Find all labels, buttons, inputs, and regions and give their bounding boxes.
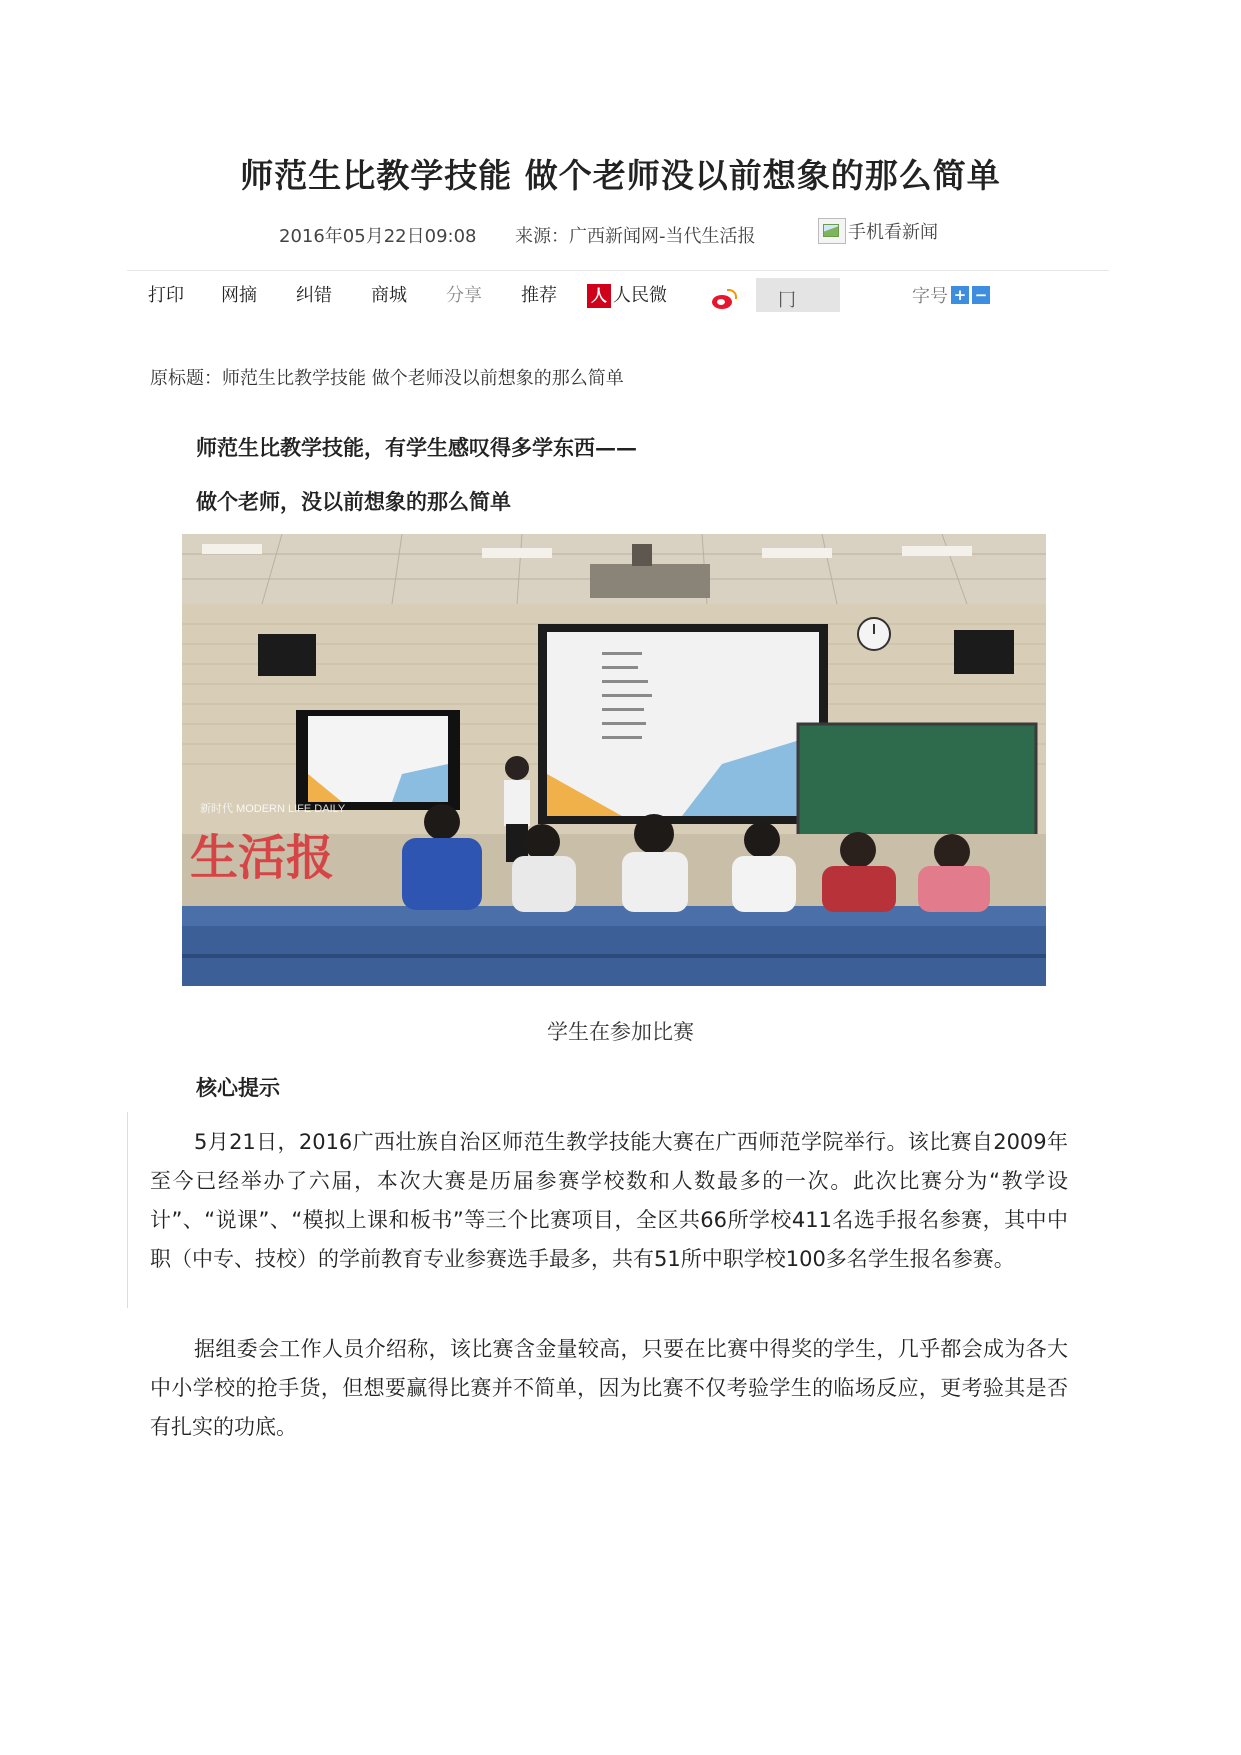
- article-source: 来源：广西新闻网-当代生活报: [515, 226, 756, 247]
- article-photo: [182, 534, 1046, 986]
- font-size-label: 字号: [912, 286, 948, 307]
- article-toolbar: [0, 282, 1241, 316]
- publish-date: 2016年05月22日09:08: [279, 226, 477, 247]
- share-label: 分享: [446, 285, 482, 306]
- paragraph-1: 5月21日，2016广西壮族自治区师范生教学技能大赛在广西师范学院举行。该比赛自2009年至今已经举办了六届，本次大赛是历届参赛学校数和人数最多的一次。此次比赛分为“教学设计”、“说课”、“模拟上课和板书”等三个比赛项目，全区共66所学校411名选手报名参赛，其中中职（中专、技校）的学前教育专业参赛选手最多，共有51所中职学校100多名学生报名参赛。: [150, 1130, 1068, 1271]
- weibo-share-button[interactable]: [710, 286, 736, 314]
- weibo-icon: [710, 289, 736, 311]
- core-heading: 核心提示: [196, 1075, 280, 1100]
- mobile-news-label: 手机看新闻: [848, 222, 938, 243]
- photo-caption: 学生在参加比赛: [547, 1020, 694, 1044]
- original-title: 原标题：师范生比教学技能 做个老师没以前想象的那么简单: [150, 368, 624, 389]
- classroom-photo: [182, 534, 1046, 986]
- photo-watermark-big: 生活报: [190, 830, 335, 886]
- header-divider: [127, 270, 1109, 271]
- paragraph-2: 据组委会工作人员介绍称，该比赛含金量较高，只要在比赛中得奖的学生，几乎都会成为各大中小学校的抢手货，但想要赢得比赛并不简单，因为比赛不仅考验学生的临场反应，更考验其是否有扎实的功底。: [150, 1337, 1068, 1439]
- font-decrease-button[interactable]: −: [972, 286, 990, 304]
- renminwei-share-button[interactable]: [587, 282, 667, 310]
- shangcheng-link[interactable]: 商城: [371, 285, 407, 306]
- subtitle-line-1: 师范生比教学技能，有学生感叹得多学东西——: [196, 435, 637, 460]
- article-title: 师范生比教学技能 做个老师没以前想象的那么简单: [240, 156, 1001, 195]
- wangzhai-link[interactable]: 网摘: [221, 285, 257, 306]
- share-more-button[interactable]: [756, 278, 840, 312]
- renminwei-label: 人民微: [613, 285, 667, 306]
- quote-bar: [127, 1112, 128, 1308]
- renmin-icon: 人: [587, 284, 611, 308]
- jiucuo-link[interactable]: 纠错: [296, 285, 332, 306]
- mobile-news-link[interactable]: [818, 218, 938, 244]
- broken-image-icon: [818, 218, 846, 244]
- print-link[interactable]: 打印: [148, 285, 184, 306]
- photo-watermark-small: 新时代 MODERN LIFE DAILY: [200, 803, 346, 815]
- font-size-control: [912, 282, 990, 308]
- recommend-link[interactable]: 推荐: [521, 285, 557, 306]
- font-increase-button[interactable]: +: [951, 286, 969, 304]
- subtitle-line-2: 做个老师，没以前想象的那么简单: [196, 489, 511, 514]
- share-glyph-icon: 冂: [778, 290, 796, 311]
